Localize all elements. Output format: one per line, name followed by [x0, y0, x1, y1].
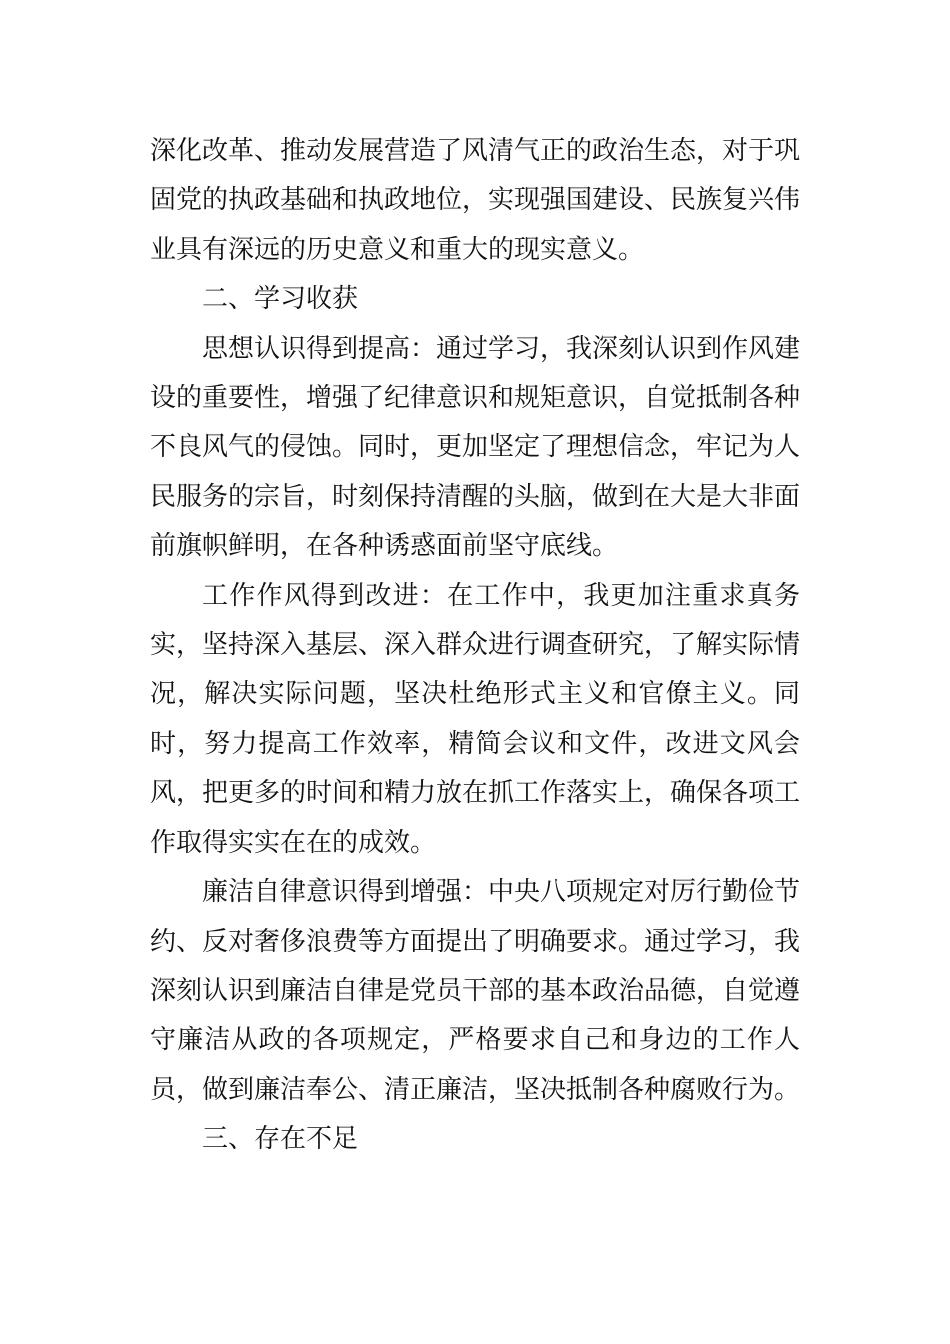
section-heading-shortcomings: 三、存在不足 — [202, 1124, 359, 1155]
paragraph-integrity-strengthened: 廉洁自律意识得到增强：中央八项规定对厉行勤俭节约、反对奢侈浪费等方面提出了明确要求。通过学习，我深刻认识到廉洁自律是党员干部的基本政治品德，自觉遵守廉洁从政的各项规定，严格要求自己和身边的工作人员，做到廉洁奉公、清正廉洁，坚决抵制各种腐败行为。 — [150, 877, 801, 1105]
paragraph-continuation: 深化改革、推动发展营造了风清气正的政治生态，对于巩固党的执政基础和执政地位，实现强国建设、民族复兴伟业具有深远的历史意义和重大的现实意义。 — [150, 136, 801, 265]
paragraph-work-style-improved: 工作作风得到改进：在工作中，我更加注重求真务实，坚持深入基层、深入群众进行调查研究，了解实际情况，解决实际问题，坚决杜绝形式主义和官僚主义。同时，努力提高工作效率，精简会议和文件，改进文风会风，把更多的时间和精力放在抓工作落实上，确保各项工作取得实实在在的成效。 — [150, 580, 801, 858]
paragraph-thinking-improved: 思想认识得到提高：通过学习，我深刻认识到作风建设的重要性，增强了纪律意识和规矩意识，自觉抵制各种不良风气的侵蚀。同时，更加坚定了理想信念，牢记为人民服务的宗旨，时刻保持清醒的头脑，做到在大是大非面前旗帜鲜明，在各种诱惑面前坚守底线。 — [150, 333, 801, 562]
section-heading-study-gains: 二、学习收获 — [202, 284, 359, 315]
document-body — [150, 127, 800, 1165]
